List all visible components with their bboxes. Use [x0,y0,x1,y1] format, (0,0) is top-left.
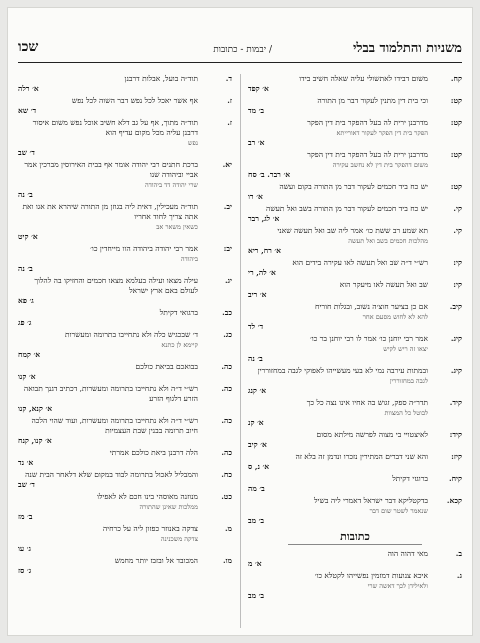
volume-reference: ד׳ שב [18,480,35,489]
entry-text: תוד״ה בועל, אבלות דרבנן [124,74,198,83]
entry-text: בבואכם בביאת כולכם [135,362,198,371]
volume-reference: ב׳ נה [18,190,33,199]
entry-text: בדקטליקא דבר ישראל דאמרי ליה בשיל [314,496,428,505]
index-entry [248,96,462,116]
entry-note: קיימא לן כתנא [161,341,198,349]
entry-note: מהלכות חכמים בשב ואל תעשה [348,237,428,245]
volume-reference: ג׳ פא [18,296,34,305]
volume-reference: א׳ קנא, קנו [18,404,53,413]
entry-text: אם כן בציער חוצ׳ה נשוב, ובגלות חוריח [315,302,428,311]
folio-reference: קט: [450,182,462,191]
folio-reference: קיד: [449,430,462,439]
index-entry [18,470,232,490]
folio-reference: מ. [224,524,232,533]
entry-note: שרי יהודה דד ביהודה [144,181,198,189]
entry-text: ברכת חתנים רבי יהודה אומר אף בבית האירוסין מברכין אמר אביי וביהודה שנו [24,160,198,179]
index-entry [18,384,232,414]
folio-reference: קיד. [449,398,462,407]
entry-text: רש״י ד״ה ולא נתחייבו בתרומה ומעשרות, דכתיב דגנך תבואה הזרע דלגוף הזרע [23,384,198,403]
entry-text: ובמתות עירבה נמי לא בעי מעשייהו לאפוקי לגבה במחזוררין [257,366,428,375]
entry-note: ולאילידן לכך דאשה שרי [367,582,428,590]
folio-reference: קכא. [446,496,462,505]
folio-reference: כה. [221,448,232,457]
index-entry [248,226,462,256]
volume-reference: א׳ קמח [18,350,41,359]
index-entry [18,276,232,306]
entry-note: להא לא לחוש מסעם אחר [362,313,428,321]
folio-reference: קיח. [448,474,462,483]
entry-text: והמבליל לאכול בתרומה לבוד במקום שלא דלאחר הבית שנה [25,470,198,479]
folio-reference: כח. [221,470,232,479]
folio-reference: כט. [221,492,232,501]
entry-note: צדקה משכנינה [160,535,198,543]
volume-reference: א׳ רח, ריא [248,246,281,255]
volume-reference: ב׳ נה [248,354,263,363]
entry-text: והא שני דברים המתירין נזכרו ונדמן זה בלא זה [295,452,428,461]
volume-reference: ב׳ מב [248,516,265,525]
index-entry [248,398,462,428]
entry-text: יש כח ביד חכמים לעקור דבר מן התורה בשב ואל תעשה [266,204,428,213]
entry-text: תא שמע רב ששת כו׳ אמר ליה שב ואל תעשה שאני [277,226,428,235]
index-entry [248,366,462,396]
index-entry [18,202,232,242]
entry-text: אמר רבי יוחנן כו׳ אמר לו רבי יוחנן בר כו׳ [310,334,428,343]
index-entry [18,524,232,554]
folio-reference: יא. [222,160,232,169]
volume-reference: א׳ רלה [18,84,39,93]
folio-reference: כה. [221,384,232,393]
index-entry [18,244,232,274]
folio-reference: ב. [455,549,462,558]
running-subtitle: / יבמות - כתובות [213,45,272,55]
folio-reference: קט: [450,150,462,159]
index-entry [248,302,462,332]
folio-reference: ז. [227,96,232,105]
volume-reference: א׳ ריב [248,290,267,299]
folio-reference: כג. [223,330,232,339]
index-entry [18,448,232,468]
index-entry [248,182,462,202]
entry-text: רש״י ד״ה שב ואל תעשה לאו עקירה בידים הוא [292,258,428,267]
entry-text: איכא צנועות דמזמין נפשייהו לקטלא כו׳ [314,571,428,580]
folio-reference: ד. [225,74,232,83]
entry-text: לאיצטויי בי מצוה לפרשה מילתא מסום [316,430,428,439]
volume-reference: א׳ לג, רבר [248,214,280,223]
index-entry [248,334,462,364]
volume-reference: א׳ קיב [248,440,267,449]
index-entry [248,258,462,278]
entry-note: לבוטל כל המצוות [384,409,428,417]
index-entry [248,150,462,180]
entry-note: שנאמר לשטר שום דבר [369,507,428,515]
volume-reference: א׳ נד [18,458,34,467]
index-entry [248,430,462,450]
folio-reference: קיג. [450,334,462,343]
entry-text: עילה מצאו ועילה בעלמא מצאו חכמים והחזיקו בה להלוך לעולם באם ארץ ישראל [34,276,198,295]
index-entry [248,74,462,94]
index-entry [18,96,232,116]
index-entry [248,452,462,472]
entry-text: אמר רבי יהודה ביהודה הוו מייחדין כו׳ [90,244,198,253]
index-entry [18,118,232,158]
page-number: שכו [18,39,39,55]
volume-reference: א׳ לה, רי [248,268,276,277]
entry-text: רש״י ד״ה ולא נתחייבו בתרומה ומעשרות, ועוד שהוי הלכה חיוב תרומה בבנין שבת העצמיות [31,416,198,435]
volume-reference: א׳ קיט [18,232,38,241]
index-entry [18,492,232,522]
entry-text: יש כח ביד חכמים לעקור דבר מן התורה בקום ועשה [279,182,428,191]
volume-reference: א׳ נ, ס [248,462,270,471]
index-entry [18,74,232,94]
volume-reference: א׳ רבר. ב׳ סח [248,170,291,179]
volume-reference: ג׳ עו [18,544,31,553]
entry-note: נפש [187,139,198,147]
folio-reference: קי. [453,226,462,235]
entry-text: מדרבנן ירית לה בעל דהפקר בית דין הפקר [307,150,428,159]
entry-text: תוד״ה מתוך, אף על גב דלא חשיב אוכל נפש משום איסור דרבנן עליה מכל מקום עדיף הוא [32,118,198,137]
folio-reference: מו. [223,556,232,565]
entry-text: ד׳ שבכגיש כלה ולא נתחייבו בתרומה ומעשרות [65,330,198,339]
entry-note: הפקר בית דין הפקר לעקור דאורייתא [336,129,428,137]
index-entry [248,549,462,569]
entry-text: מנוזנה מאוסהי בינו חכם לא לאפילו [96,492,198,501]
running-title: משניות והתלמוד בבלי [353,41,462,56]
index-entry [248,204,462,224]
volume-reference: ד׳ שא [18,106,37,115]
index-entry [18,160,232,200]
entry-text: תדר״ה ספק, זגוש בה אחיו אינו נצה כל כך [306,398,428,407]
folio-reference: כה. [221,362,232,371]
folio-reference: יג. [224,276,232,285]
folio-reference: יב. [223,202,232,211]
entry-text: משום דבידו לאתשולי עליה שאלה חשיב בידו [299,74,428,83]
volume-reference: א׳ קנו [18,372,36,381]
folio-reference: קיג. [450,366,462,375]
column-divider [240,74,241,628]
folio-reference: קי: [453,258,462,267]
volume-reference: ב׳ מה [248,484,265,493]
book-page [8,8,472,635]
entry-text: וכי בית דין מתנין לעקור דבר מן התורה [317,96,428,105]
entry-note: יצאו זה ריש לקיש [383,345,428,353]
entry-text: אף אשר יאכל לכל נפש דבר השוה לכל נפש [71,96,198,105]
volume-reference: א׳ רו [248,192,263,201]
volume-reference: א׳ מ [248,559,262,568]
volume-reference: א׳ רב [248,138,265,147]
index-entry [18,308,232,328]
folio-reference: קיב. [449,302,462,311]
volume-reference: ב׳ מד [248,106,265,115]
entry-note: לגבה במחזוררין [389,377,428,385]
entry-note: ביהודה [180,255,198,263]
index-entry [248,571,462,601]
entry-note: ממלכות שאינן שהתורה [139,503,198,511]
index-entry [18,362,232,382]
folio-reference: ג. [456,571,462,580]
volume-reference: ג׳ סז [18,566,32,575]
folio-reference: ז. [227,118,232,127]
entry-note: משום דהפקר בית דין לא נחשב עקירה [332,161,428,169]
folio-reference: כב. [222,308,232,317]
volume-reference: ד׳ לד [248,322,264,331]
entry-note: כשאין משאר אב [156,223,198,231]
entry-text: הלה דרבנן ביאת כולכם אמרתי [109,448,198,457]
folio-reference: קי: [453,280,462,289]
volume-reference: ב׳ מז [18,512,33,521]
entry-text: ברוגזי דקיתל [392,474,428,483]
index-entry [248,118,462,148]
index-entry [248,474,462,494]
entry-text: ברגואי דקיתל [159,308,198,317]
volume-reference: ב׳ מב [248,591,265,600]
index-column-left [18,74,232,578]
entry-text: תוד״ה מעכילין, דאית ליה בגוזן מן התורה שיהרא את אגו ואת אתה צריך לחוד אחריו [22,202,198,221]
entry-text: צדקה באנוזר כפזון ליה על כרחיה [102,524,198,533]
volume-reference: א׳ קנ [248,418,264,427]
page-header [18,36,462,63]
index-column-right [248,74,462,603]
entry-text: המכובד אל ובזבז יותר מחמש [114,556,198,565]
index-entry [18,556,232,576]
entry-text: שב ואל תעשה לאו מיעקר הוא [339,280,428,289]
index-entry [18,416,232,446]
folio-reference: כה. [221,416,232,425]
volume-reference: א׳ קנו, קנח [18,436,52,445]
index-entry [248,496,462,526]
folio-reference: קט: [450,96,462,105]
entry-text: מדרבנן ירית לה בעל דהפקר בית דין הפקר [307,118,428,127]
folio-reference: קי. [453,204,462,213]
volume-reference: א׳ קפד [248,84,269,93]
folio-reference: יב: [223,244,232,253]
index-entry [248,280,462,300]
volume-reference: ד׳ שב [18,148,35,157]
index-entry [18,330,232,360]
folio-reference: קיז: [451,452,462,461]
folio-reference: קח. [450,74,462,83]
section-title: כתובות [288,530,422,545]
entry-text: מאי דהוה הוה [387,549,428,558]
volume-reference: ב׳ נה [18,264,33,273]
volume-reference: ג׳ פג [18,318,32,327]
folio-reference: קט: [450,118,462,127]
volume-reference: א׳ קנג [248,386,267,395]
